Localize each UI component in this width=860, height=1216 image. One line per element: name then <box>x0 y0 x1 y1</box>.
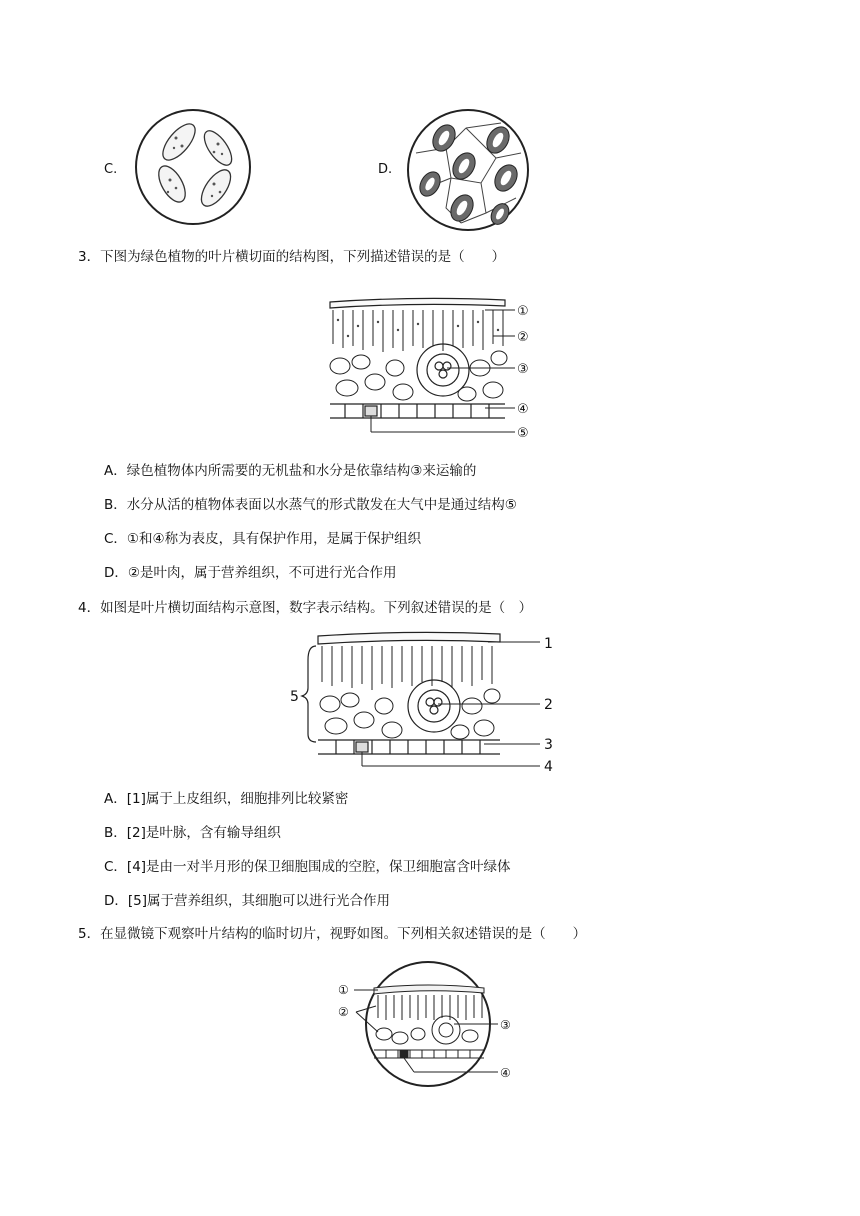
figure-d-stomata <box>406 108 530 232</box>
q5-microscope-view <box>334 960 524 1088</box>
figure-d-label: D. <box>378 162 393 177</box>
q5-label-4: ④ <box>500 1066 511 1080</box>
figure-c-label: C. <box>104 162 118 177</box>
q3-label-1: ① <box>517 304 529 319</box>
q5-label-3: ③ <box>500 1018 511 1032</box>
q3-option-b[interactable]: B．水分从活的植物体表面以水蒸气的形式散发在大气中是通过结构⑤ <box>104 497 517 513</box>
q4-option-c[interactable]: C．[4]是由一对半月形的保卫细胞围成的空腔，保卫细胞富含叶绿体 <box>104 859 511 875</box>
q4-leaf-cross-section <box>288 630 560 776</box>
q4-stem: 4．如图是叶片横切面结构示意图，数字表示结构。下列叙述错误的是（ ） <box>78 600 533 616</box>
q3-label-3: ③ <box>517 362 529 377</box>
q3-option-d[interactable]: D．②是叶肉，属于营养组织，不可进行光合作用 <box>104 565 397 581</box>
q5-stem: 5．在显微镜下观察叶片结构的临时切片，视野如图。下列相关叙述错误的是（ ） <box>78 926 587 942</box>
q4-option-b[interactable]: B．[2]是叶脉，含有输导组织 <box>104 825 281 841</box>
q4-option-a[interactable]: A．[1]属于上皮组织，细胞排列比较紧密 <box>104 791 349 807</box>
q4-label-4: 4 <box>544 759 553 775</box>
q5-label-1: ① <box>338 983 349 997</box>
q3-label-4: ④ <box>517 402 529 417</box>
q4-label-3: 3 <box>544 737 553 753</box>
q4-label-1: 1 <box>544 636 553 652</box>
q4-label-2: 2 <box>544 697 553 713</box>
q4-label-5: 5 <box>290 689 299 705</box>
q5-label-2: ② <box>338 1005 349 1019</box>
q3-label-5: ⑤ <box>517 426 529 441</box>
q3-option-a[interactable]: A．绿色植物体内所需要的无机盐和水分是依靠结构③来运输的 <box>104 463 477 479</box>
q3-stem: 3．下图为绿色植物的叶片横切面的结构图，下列描述错误的是（ ） <box>78 249 506 265</box>
q3-leaf-cross-section <box>325 296 540 448</box>
q3-option-c[interactable]: C．①和④称为表皮，具有保护作用，是属于保护组织 <box>104 531 422 547</box>
q3-label-2: ② <box>517 330 529 345</box>
q4-option-d[interactable]: D．[5]属于营养组织，其细胞可以进行光合作用 <box>104 893 391 909</box>
figure-c-cells <box>134 108 252 226</box>
